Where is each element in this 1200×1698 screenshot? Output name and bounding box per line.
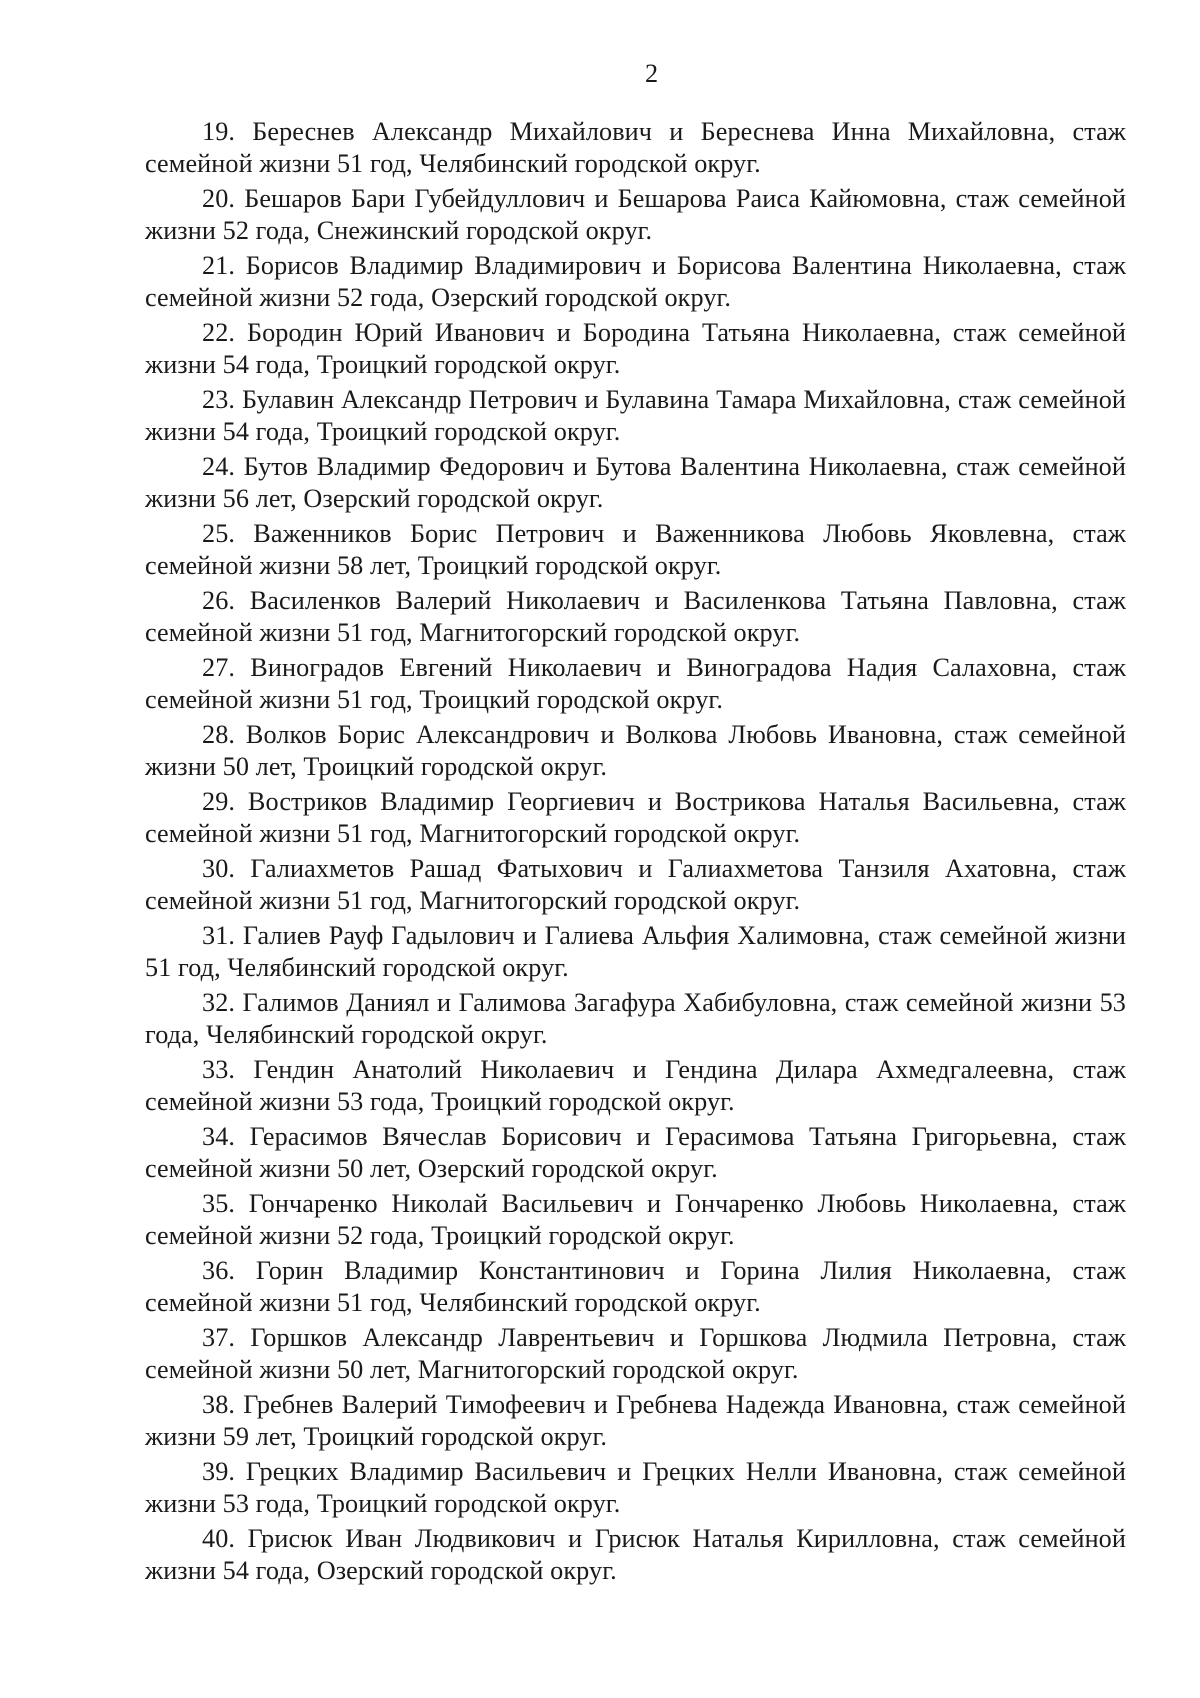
list-item: 21. Борисов Владимир Владимирович и Борисова Валентина Николаевна, стаж семейной жизни 52 года, Озерский городской округ. (145, 251, 1126, 312)
list-item: 28. Волков Борис Александрович и Волкова Любовь Ивановна, стаж семейной жизни 50 лет, Троицкий городской округ. (145, 720, 1126, 781)
list-item: 38. Гребнев Валерий Тимофеевич и Гребнева Надежда Ивановна, стаж семейной жизни 59 лет, Троицкий городской округ. (145, 1390, 1126, 1451)
list-item: 24. Бутов Владимир Федорович и Бутова Валентина Николаевна, стаж семейной жизни 56 лет, Озерский городской округ. (145, 452, 1126, 513)
list-item: 33. Гендин Анатолий Николаевич и Гендина Дилара Ахмедгалеевна, стаж семейной жизни 53 года, Троицкий городской округ. (145, 1055, 1126, 1116)
list-item: 25. Важенников Борис Петрович и Важенникова Любовь Яковлевна, стаж семейной жизни 58 лет, Троицкий городской округ. (145, 519, 1126, 580)
list-item: 20. Бешаров Бари Губейдуллович и Бешарова Раиса Кайюмовна, стаж семейной жизни 52 года, Снежинский городской округ. (145, 184, 1126, 245)
list-item: 31. Галиев Рауф Гадылович и Галиева Альфия Халимовна, стаж семейной жизни 51 год, Челябинский городской округ. (145, 921, 1126, 982)
entry-list (145, 116, 1126, 1587)
page-number: 2 (644, 59, 659, 88)
list-item: 30. Галиахметов Рашад Фатыхович и Галиахметова Танзиля Ахатовна, стаж семейной жизни 51 год, Магнитогорский городской округ. (145, 854, 1126, 915)
list-item: 26. Василенков Валерий Николаевич и Василенкова Татьяна Павловна, стаж семейной жизни 51 год, Магнитогорский городской округ. (145, 586, 1126, 647)
list-item: 23. Булавин Александр Петрович и Булавина Тамара Михайловна, стаж семейной жизни 54 года, Троицкий городской округ. (145, 385, 1126, 446)
list-item: 19. Береснев Александр Михайлович и Береснева Инна Михайловна, стаж семейной жизни 51 год, Челябинский городской округ. (145, 117, 1126, 178)
list-item: 34. Герасимов Вячеслав Борисович и Герасимова Татьяна Григорьевна, стаж семейной жизни 50 лет, Озерский городской округ. (145, 1122, 1126, 1183)
list-item: 40. Грисюк Иван Людвикович и Грисюк Наталья Кирилловна, стаж семейной жизни 54 года, Озерский городской округ. (145, 1524, 1126, 1585)
list-item: 27. Виноградов Евгений Николаевич и Виноградова Надия Салаховна, стаж семейной жизни 51 год, Троицкий городской округ. (145, 653, 1126, 714)
list-item: 36. Горин Владимир Константинович и Горина Лилия Николаевна, стаж семейной жизни 51 год, Челябинский городской округ. (145, 1256, 1126, 1317)
list-item: 39. Грецких Владимир Васильевич и Грецких Нелли Ивановна, стаж семейной жизни 53 года, Троицкий городской округ. (145, 1457, 1126, 1518)
list-item: 32. Галимов Даниял и Галимова Загафура Хабибуловна, стаж семейной жизни 53 года, Челябинский городской округ. (145, 988, 1126, 1049)
list-item: 37. Горшков Александр Лаврентьевич и Горшкова Людмила Петровна, стаж семейной жизни 50 лет, Магнитогорский городской округ. (145, 1323, 1126, 1384)
list-item: 35. Гончаренко Николай Васильевич и Гончаренко Любовь Николаевна, стаж семейной жизни 52 года, Троицкий городской округ. (145, 1189, 1126, 1250)
list-item: 22. Бородин Юрий Иванович и Бородина Татьяна Николаевна, стаж семейной жизни 54 года, Троицкий городской округ. (145, 318, 1126, 379)
list-item: 29. Востриков Владимир Георгиевич и Вострикова Наталья Васильевна, стаж семейной жизни 51 год, Магнитогорский городской округ. (145, 787, 1126, 848)
